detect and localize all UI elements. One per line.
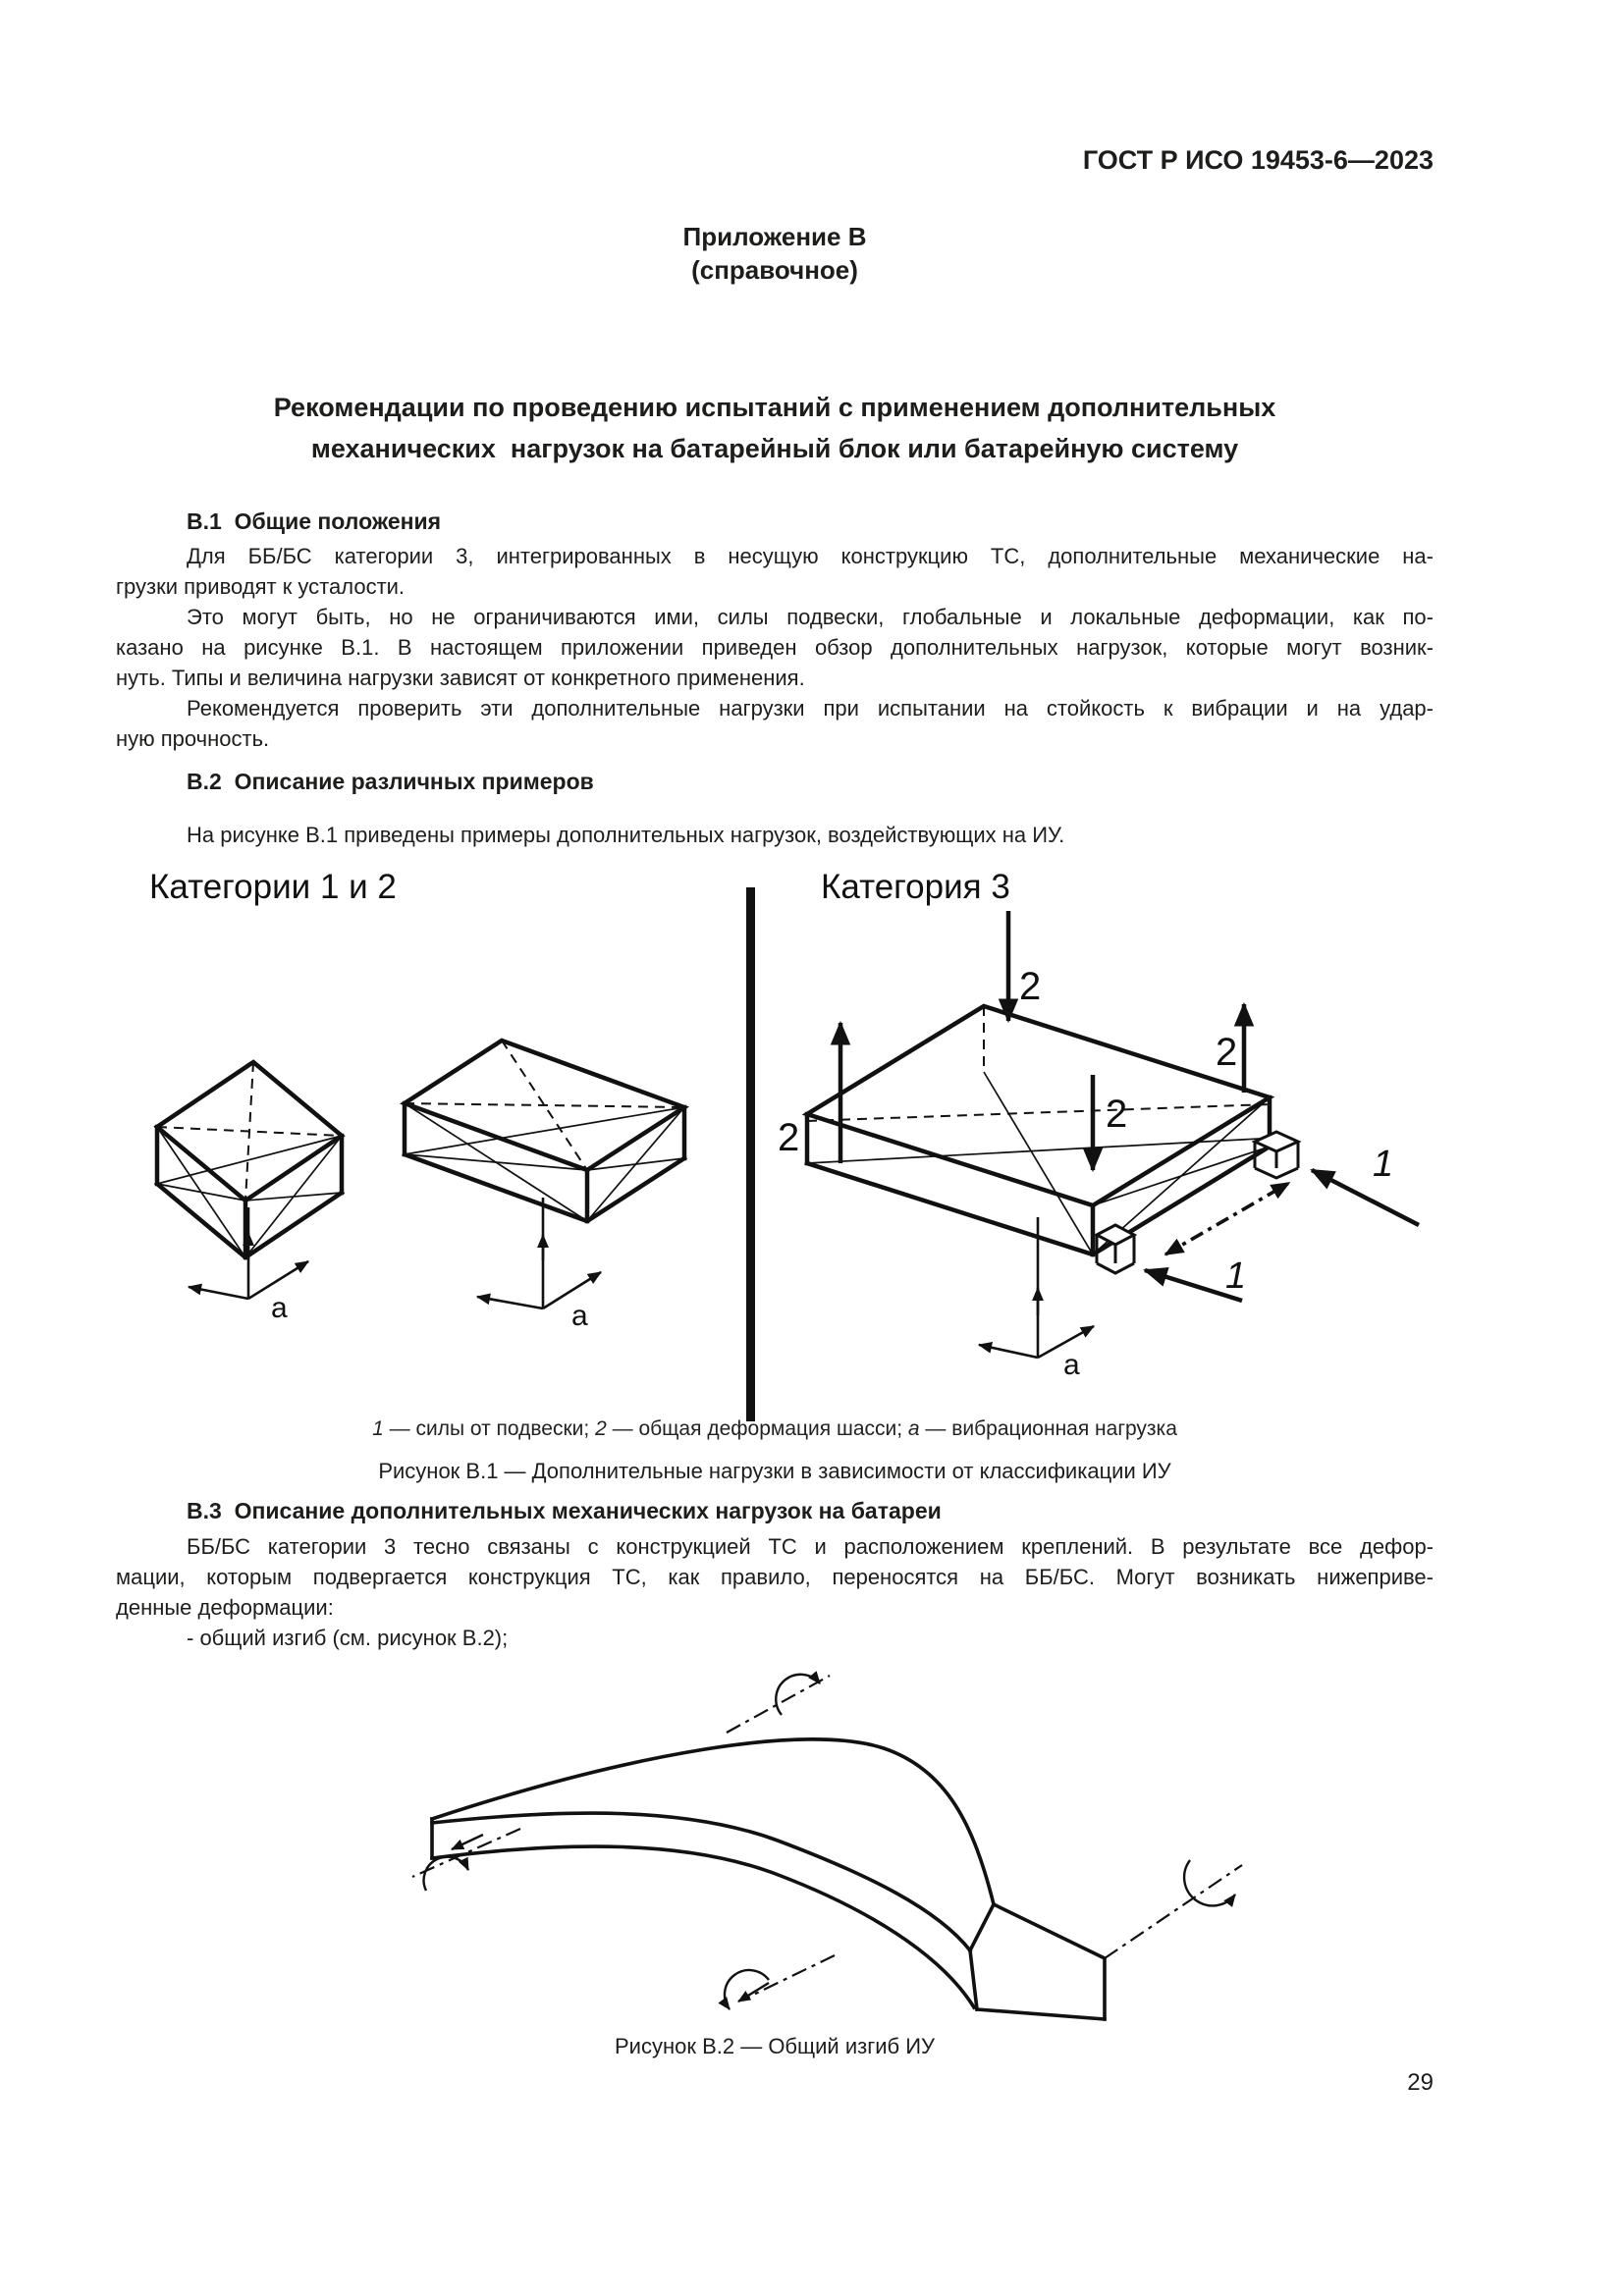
figure-b2-drawing <box>334 1664 1276 2056</box>
text-line: На рисунке В.1 приведены примеры дополнительных нагрузок, воздействующих на ИУ. <box>187 823 1065 847</box>
text-line: ную прочность. <box>116 726 270 751</box>
bent-slab <box>432 1739 1105 2019</box>
document-title-line-1: Рекомендации по проведению испытаний с применением дополнительных <box>273 393 1276 422</box>
figure-b1-caption: Рисунок В.1 — Дополнительные нагрузки в зависимости от классификации ИУ <box>378 1459 1171 1483</box>
figure-b1-right-drawing <box>756 903 1522 1458</box>
text-line: Рекомендуется проверить эти дополнительные нагрузки при испытании на стойкость к вибрации и на удар- <box>187 696 1434 721</box>
figure-b1-left-drawing <box>116 913 749 1428</box>
rotation-arrow-icon <box>412 1829 520 1891</box>
legend-key: а <box>907 1417 920 1440</box>
axis-label-a: a <box>571 1300 588 1332</box>
text-line: грузки приводят к усталости. <box>116 574 406 599</box>
rotation-arrow-icon <box>725 1955 835 2009</box>
callout-1: 1 <box>1225 1255 1247 1297</box>
section-heading-b3: В.3 Описание дополнительных механических нагрузок на батареи <box>187 1498 942 1523</box>
section-b3-text <box>116 1531 1434 1653</box>
figure-b1-legend: 1 — силы от подвески; 2 — общая деформация шасси; а — вибрационная нагрузка <box>372 1417 1177 1440</box>
text-line: Для ББ/БС категории 3, интегрированных в несущую конструкцию ТС, дополнительные механические на- <box>187 544 1434 568</box>
rotation-arrow-icon <box>727 1675 830 1733</box>
section-b1-text <box>116 541 1434 754</box>
running-header: ГОСТ Р ИСО 19453-6—2023 <box>1082 145 1434 175</box>
figure-b2-caption: Рисунок В.2 — Общий изгиб ИУ <box>614 2034 936 2058</box>
text-line: Это могут быть, но не ограничиваются ими, силы подвески, глобальные и локальные деформации, как по- <box>187 605 1434 629</box>
text-line: мации, которым подвергается конструкция ТС, как правило, переносятся на ББ/БС. Могут возникать нижеприве- <box>116 1565 1434 1589</box>
figure-b1-label-categories-1-2: Категории 1 и 2 <box>149 868 397 906</box>
legend-key: 2 <box>595 1417 607 1440</box>
text-line: ББ/БС категории 3 тесно связаны с конструкцией ТС и расположением креплений. В результате все дефор- <box>187 1534 1434 1559</box>
chassis-deformation-arrows <box>778 911 1244 1170</box>
text-line: казано на рисунке В.1. В настоящем приложении приведен обзор дополнительных нагрузок, которые могут возник- <box>116 635 1434 660</box>
annex-name: Приложение В <box>682 222 867 251</box>
callout-2: 2 <box>1216 1031 1238 1074</box>
page-number: 29 <box>1407 2069 1434 2096</box>
document-title-line-2: механических нагрузок на батарейный блок или батарейную систему <box>310 434 1239 463</box>
text-line: - общий изгиб (см. рисунок В.2); <box>187 1626 509 1650</box>
callout-2: 2 <box>1106 1093 1128 1136</box>
section-heading-b2: В.2 Описание различных примеров <box>187 769 594 794</box>
section-b2-text <box>116 820 1434 850</box>
category12-large-box <box>405 1041 684 1221</box>
axis-label-a: a <box>1063 1349 1080 1381</box>
text-line: нуть. Типы и величина нагрузки зависят от конкретного применения. <box>116 666 805 690</box>
rotation-arrow-icon <box>1105 1860 1242 1958</box>
callout-2: 2 <box>1019 965 1042 1008</box>
mount-bracket-cube <box>1255 1132 1298 1178</box>
text-line: денные деформации: <box>116 1595 334 1620</box>
axis-label-a: a <box>271 1292 288 1324</box>
vibration-axes-icon <box>979 1217 1094 1381</box>
section-heading-b1: В.1 Общие положения <box>187 508 442 534</box>
callout-2: 2 <box>778 1116 800 1159</box>
figure-b1-label-category-3: Категория 3 <box>821 868 1010 906</box>
suspension-force-arrows <box>1145 1144 1419 1301</box>
annex-kind: (справочное) <box>691 255 858 285</box>
legend-key: 1 <box>372 1417 384 1440</box>
callout-1: 1 <box>1373 1144 1394 1185</box>
